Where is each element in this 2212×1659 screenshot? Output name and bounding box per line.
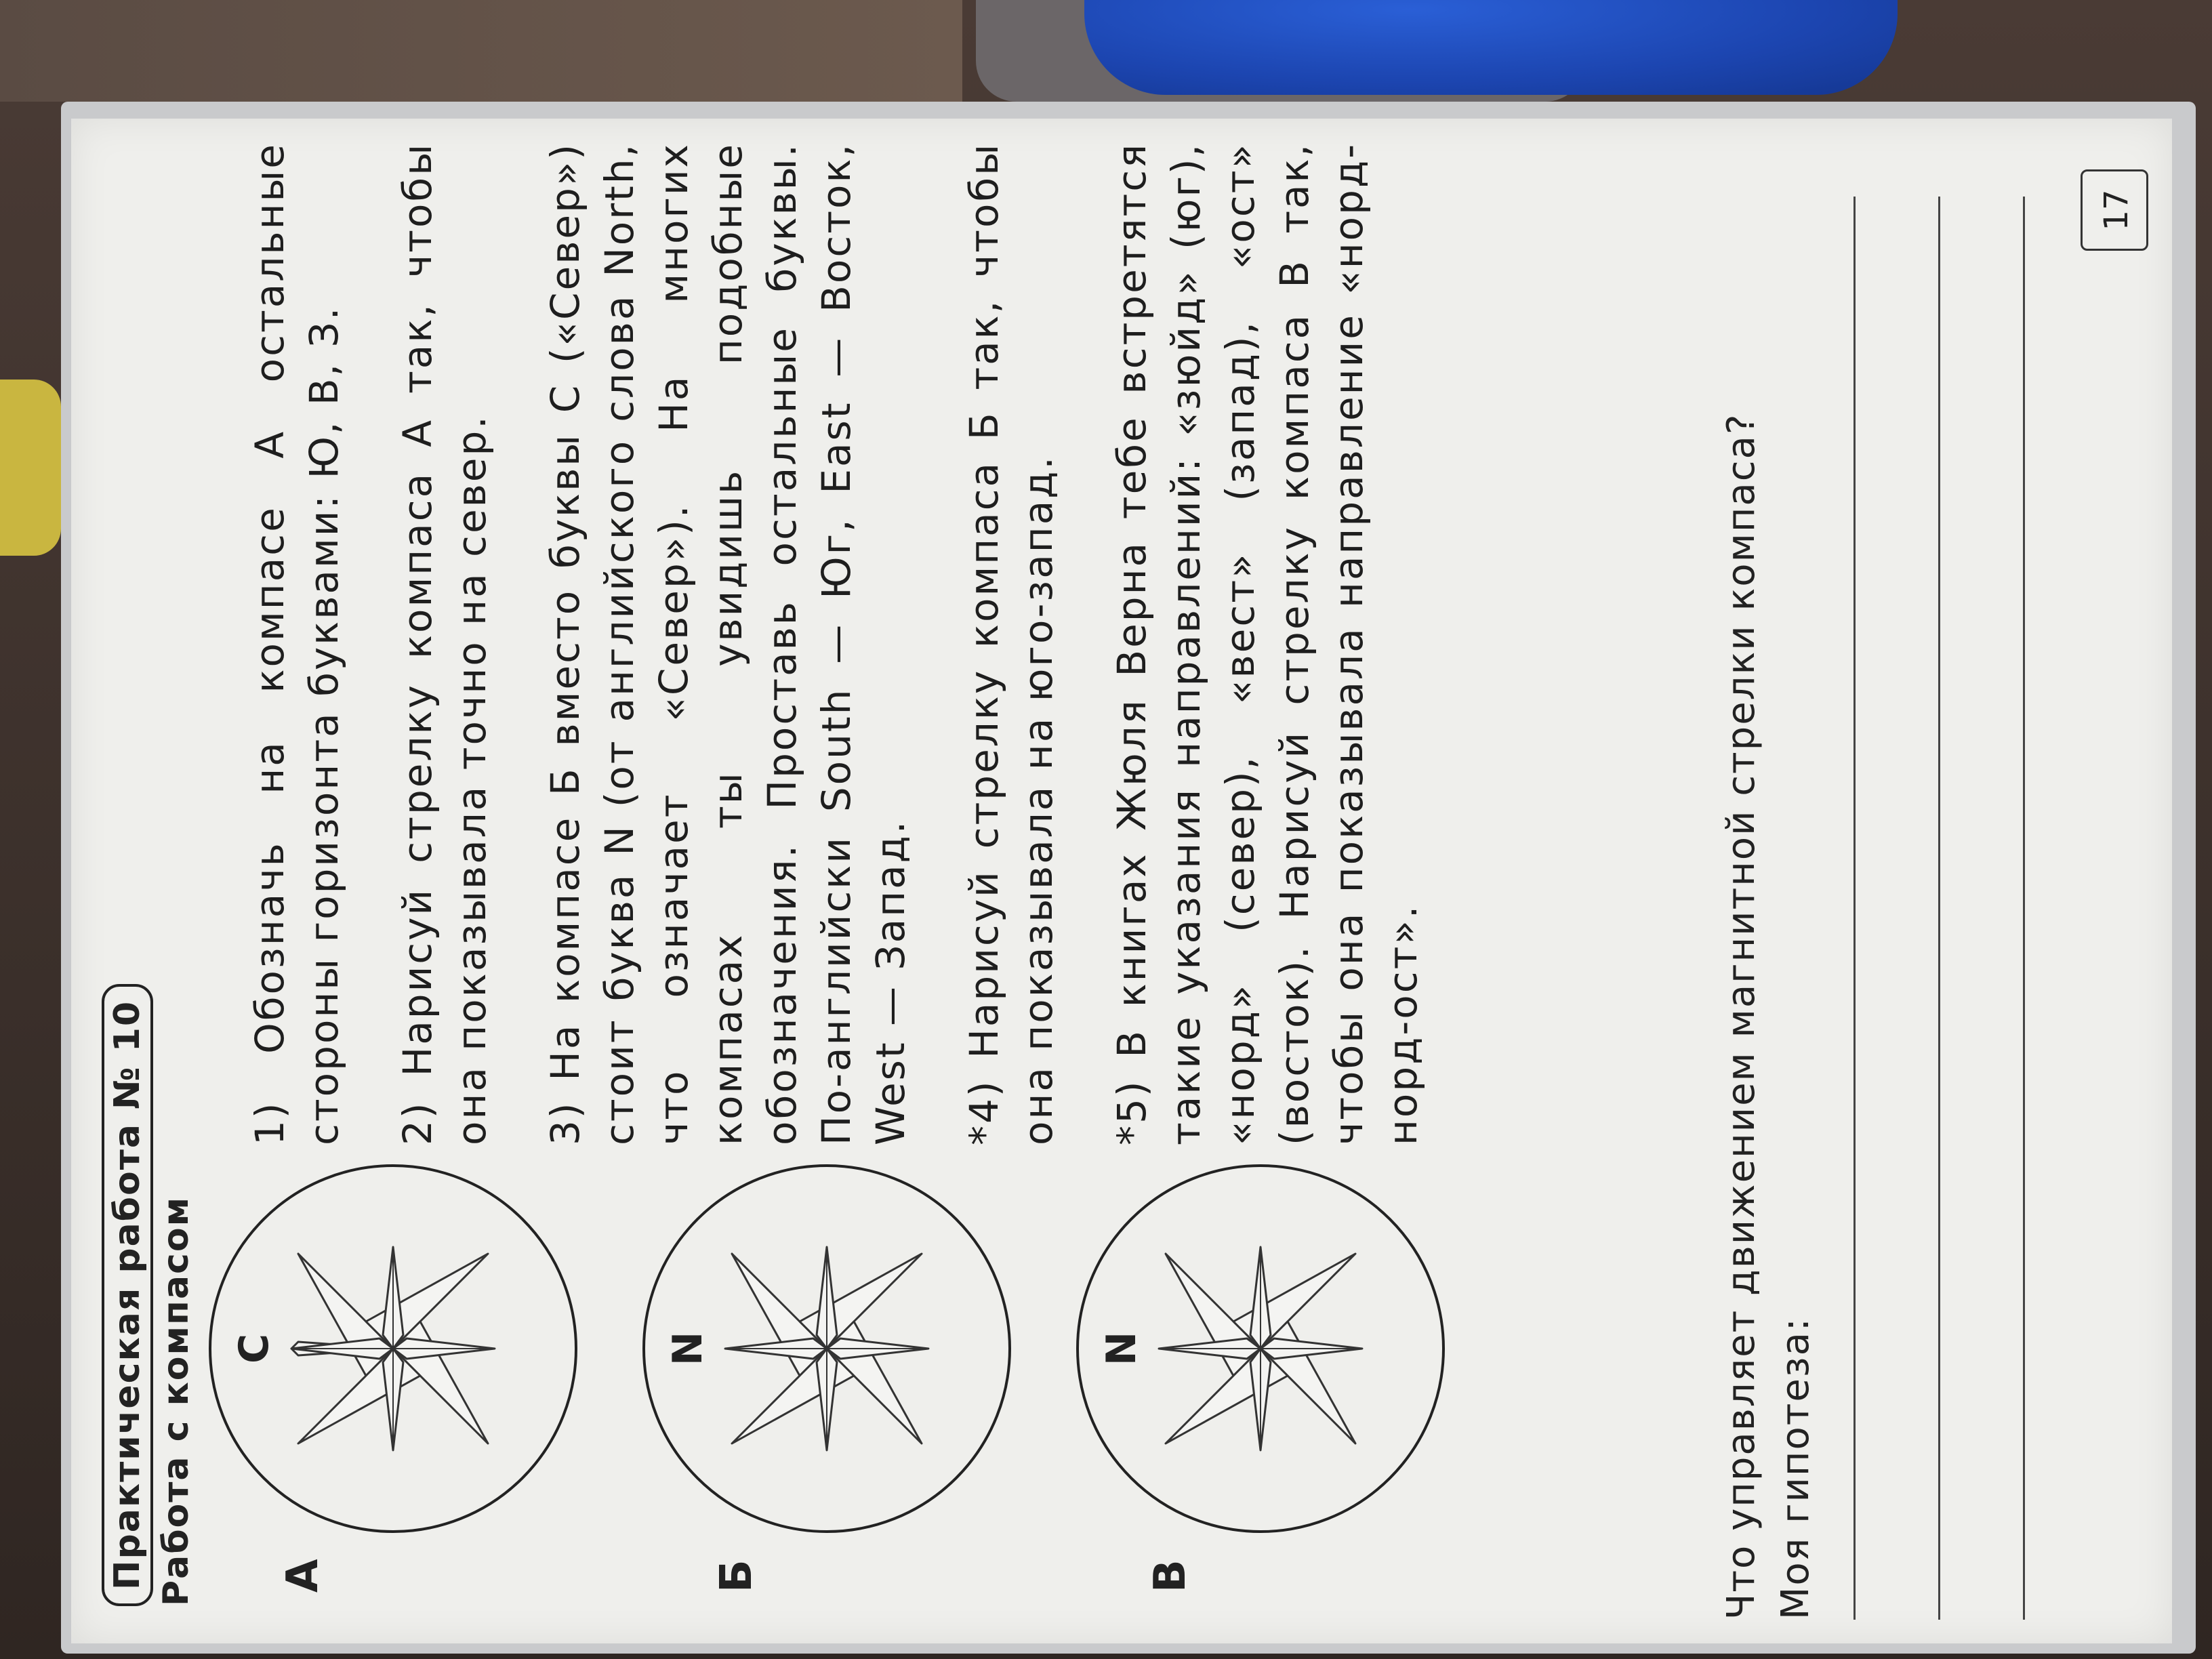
north-mark: N [664, 1331, 712, 1366]
compass-label: В [1145, 1559, 1195, 1593]
page-number: 17 [2081, 169, 2148, 251]
hypothesis-section [1715, 163, 1823, 1620]
compass-b [630, 1132, 1064, 1620]
page-title: Практическая работа № 10 [102, 984, 153, 1606]
compass-rose-icon [1064, 1152, 1457, 1545]
task-item: 2) Нарисуй стрелку компаса А так, чтобы она показывала точно на север. [394, 142, 495, 1145]
task-list [203, 142, 1462, 1145]
page-header [102, 183, 197, 1606]
task-item: *4) Нарисуй стрелку компаса Б так, чтобы она показывала на юго-запад. [961, 142, 1061, 1145]
hypothesis-label: Моя гипотеза: [1774, 1317, 1818, 1620]
compass-label: Б [712, 1559, 762, 1593]
answer-line[interactable] [2023, 197, 2025, 1620]
compass-label: А [278, 1559, 328, 1593]
question-text: Что управляет движением магнитной стрелки компаса? [1719, 413, 1763, 1620]
compass-column [197, 1132, 1498, 1620]
answer-line[interactable] [1853, 197, 1856, 1620]
compass-a [197, 1132, 630, 1620]
page-subtitle: Работа с компасом [156, 1195, 197, 1606]
north-mark: N [1098, 1331, 1145, 1366]
background-blue-object [1084, 0, 1898, 95]
background-yellow-object [0, 380, 61, 556]
compass-rose-icon [630, 1152, 1023, 1545]
background-shelf [0, 0, 962, 102]
task-item: 3) На компасе Б вместо буквы С («Север») стоит буква N (от английского слова North, что означает «Север»). На многих компасах ты увидишь подобные обозначения. Проставь остальные буквы. По-английски South — Юг, East — Восток, West — Запад. [542, 142, 914, 1145]
compass-v [1064, 1132, 1498, 1620]
north-mark: С [230, 1333, 278, 1364]
task-item: 1) Обозначь на компасе А остальные стороны горизонта буквами: Ю, В, З. [247, 142, 347, 1145]
answer-line[interactable] [1938, 197, 1940, 1620]
task-item: *5) В книгах Жюля Верна тебе встретятся такие указания направлений: «зюйд» (юг), «норд» (север), «вест» (запад), «ост» (восток). Нарисуй стрелку компаса В так, чтобы она показывала направление «норд-норд-ост». [1109, 142, 1426, 1145]
compass-rose-icon [197, 1152, 590, 1545]
page-content [88, 129, 2135, 1620]
